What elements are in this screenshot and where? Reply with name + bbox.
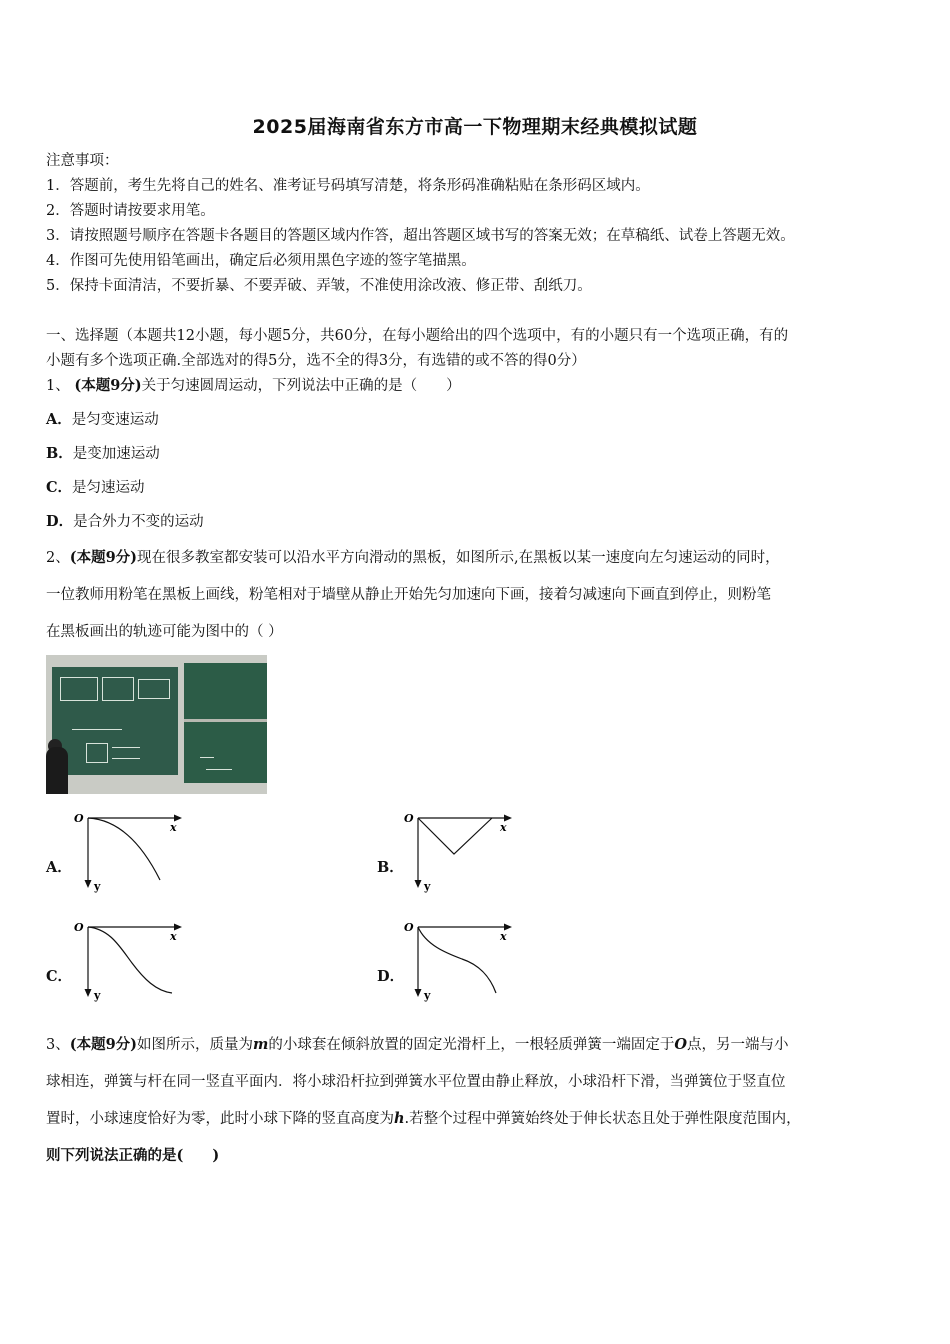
q1-option-c (46, 478, 145, 498)
notice-heading: 注意事项： (46, 153, 119, 169)
q1-option-d-text: 是合外力不变的运动 (73, 514, 204, 530)
section1-line1: 一、选择题（本题共12小题，每小题5分，共60分，在每小题给出的四个选项中，有的小题只有一个选项正确，有的 (46, 328, 789, 344)
q3-line2: 球相连，弹簧与杆在同一竖直平面内．将小球沿杆拉到弹簧水平位置由静止释放，小球沿杆下滑，当弹簧位于竖直位 (46, 1074, 786, 1090)
q2-line3: 在黑板画出的轨迹可能为图中的（ ） (46, 624, 283, 640)
trajectory-b (418, 818, 492, 854)
axis-origin-a: O (74, 812, 84, 825)
q3-line1 (46, 1035, 789, 1055)
classroom-blackboard-photo (46, 655, 267, 794)
notice-item-5: 5．保持卡面清洁，不要折暴、不要弄破、弄皱，不准使用涂改液、修正带、刮纸刀。 (46, 278, 592, 294)
q1-option-a (46, 410, 159, 430)
axis-origin-b: O (404, 812, 414, 825)
q2-line1-text: 现在很多教室都安装可以沿水平方向滑动的黑板，如图所示,在黑板以某一速度向左匀速运动的同时， (137, 550, 780, 566)
q1-option-b-text: 是变加速运动 (72, 446, 160, 462)
q3-tag: (本题9分) (69, 1036, 138, 1053)
q2-option-c-label: C． (46, 968, 73, 985)
q2-graph-a (70, 808, 190, 894)
q2-option-a-label: A． (46, 859, 72, 876)
q1-option-d-label: D． (46, 513, 74, 530)
axis-y-d: y (424, 989, 431, 1002)
q2-option-d-label: D． (377, 968, 405, 985)
q2-prefix: 2、 (46, 550, 70, 566)
q1-option-d (46, 512, 204, 532)
q1-prefix: 1、 (46, 378, 70, 394)
q1-option-b (46, 444, 160, 464)
q3-line1c: 点，另一端与小 (687, 1037, 789, 1053)
q1-option-a-text: 是匀变速运动 (71, 412, 159, 428)
axis-y-a: y (94, 880, 101, 893)
notice-item-2: 2．答题时请按要求用笔。 (46, 203, 215, 219)
q2-line2: 一位教师用粉笔在黑板上画线，粉笔相对于墙壁从静止开始先匀加速向下画，接着匀减速向下画直到停止，则粉笔 (46, 587, 771, 603)
q1-stem-text: 关于匀速圆周运动，下列说法中正确的是（ ） (141, 378, 461, 394)
q1-tag: (本题9分) (74, 377, 142, 394)
trajectory-a (88, 818, 160, 880)
axis-x-b: x (500, 821, 507, 834)
axis-origin-d: O (404, 921, 414, 934)
axis-x-c: x (170, 930, 177, 943)
q1-option-c-text: 是匀速运动 (72, 480, 145, 496)
q1-option-a-label: A． (46, 411, 72, 428)
q3-line3a: 置时，小球速度恰好为零，此时小球下降的竖直高度为 (46, 1111, 394, 1127)
q3-line4: 则下列说法正确的是( ) (46, 1147, 220, 1164)
q2-tag: (本题9分) (69, 549, 138, 566)
axis-origin-c: O (74, 921, 84, 934)
axis-y-c: y (94, 989, 101, 1002)
teacher-figure (46, 747, 68, 794)
trajectory-c (88, 927, 172, 993)
blackboard-left (52, 667, 178, 775)
q3-line1b: 的小球套在倾斜放置的固定光滑杆上，一根轻质弹簧一端固定于 (268, 1037, 675, 1053)
trajectory-d (418, 927, 496, 993)
notice-item-1: 1．答题前，考生先将自己的姓名、准考证号码填写清楚，将条形码准确粘贴在条形码区域内。 (46, 178, 650, 194)
q1-stem (46, 376, 461, 396)
q2-line1 (46, 548, 780, 568)
q3-prefix: 3、 (46, 1037, 70, 1053)
q1-option-b-label: B． (46, 445, 73, 462)
q3-line3 (46, 1109, 801, 1129)
axis-y-b: y (424, 880, 431, 893)
blackboard-right (184, 663, 267, 783)
q2-graph-b (400, 808, 520, 894)
q3-var-h: h (394, 1110, 405, 1127)
q2-graph-c (70, 917, 190, 1003)
q3-line3b: .若整个过程中弹簧始终处于伸长状态且处于弹性限度范围内， (404, 1111, 801, 1127)
notice-item-4: 4．作图可先使用铅笔画出，确定后必须用黑色字迹的签字笔描黑。 (46, 253, 476, 269)
notice-item-3: 3．请按照题号顺序在答题卡各题目的答题区域内作答，超出答题区域书写的答案无效；在草稿纸、试卷上答题无效。 (46, 228, 795, 244)
q3-var-o: O (674, 1036, 688, 1053)
q2-graph-d (400, 917, 520, 1003)
axis-x-d: x (500, 930, 507, 943)
q3-var-m: m (253, 1036, 269, 1053)
q2-option-b-label: B． (377, 859, 404, 876)
axis-x-a: x (170, 821, 177, 834)
q3-line1a: 如图所示，质量为 (137, 1037, 254, 1053)
q1-option-c-label: C． (46, 479, 73, 496)
section1-line2: 小题有多个选项正确.全部选对的得5分，选不全的得3分，有选错的或不答的得0分） (46, 353, 586, 369)
page-title: 2025届海南省东方市高一下物理期末经典模拟试题 (252, 116, 698, 138)
